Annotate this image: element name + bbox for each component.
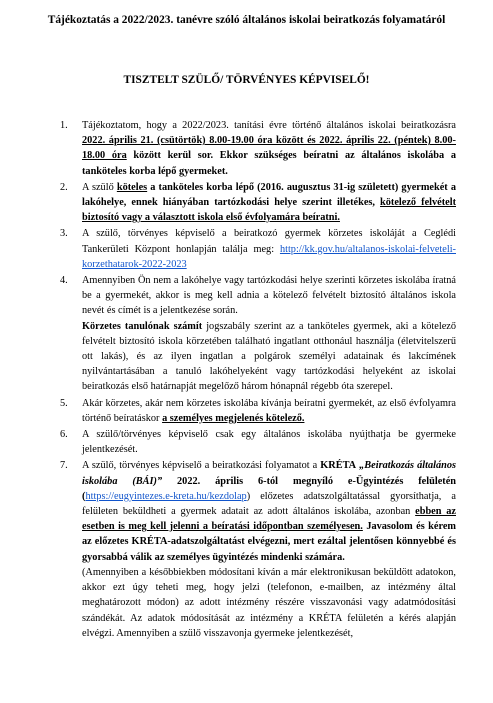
item-number: 2.	[60, 181, 68, 193]
enrollment-dates: 2022. április 21. (csütörtök) 8.00-19.00 óra között és 2022. április 22. (péntek) 8.00-18.00 óra	[82, 135, 456, 162]
greeting-heading: TISZTELT SZÜLŐ/ TÖRVÉNYES KÉPVISELŐ!	[123, 74, 370, 86]
item-number: 1.	[60, 120, 68, 131]
item-text-bold: a tanköteles korba lépő (2016. augusztus 31-ig született) gyermekét a lakóhelye, ennek hiányában tartózkodási helye szerint illetékes,	[82, 181, 456, 209]
document-title: Tájékoztatás a 2022/2023. tanévre szóló általános iskolai beiratkozás folyamatáról	[47, 14, 446, 26]
item-text-emphasis: köteles	[116, 181, 148, 193]
item-text: A szülő, törvényes képviselő a beiratkozási folyamatot a	[82, 460, 321, 472]
item-number: 5.	[60, 397, 68, 409]
item-paragraph	[82, 319, 456, 395]
eugyintezes-link[interactable]: https://eugyintezes.e-kreta.hu/kezdolap	[85, 490, 247, 502]
item-text: A szülő, törvényes képviselő a beiratkozó gyermek körzetes iskoláját a Ceglédi Tankerületi Központ honlapján találja meg:	[82, 228, 456, 255]
info-list	[0, 118, 493, 642]
list-item	[0, 458, 493, 640]
item-text-bold: KRÉTA	[320, 460, 357, 472]
list-item	[0, 118, 493, 179]
item-number: 7.	[60, 460, 68, 472]
item-paragraph: Amennyiben Ön nem a lakóhelye vagy tartózkodási helye szerinti körzetes iskolába íratná be a gyermekét, akkor is meg kell adnia a kötelező felvételt biztosító általános iskola nevét és címét is a jelentkezése során.	[82, 275, 456, 317]
item-paragraph: (Amennyiben a későbbiekben módosítani kíván a már elektronikusan beküldött adatokon, akkor ezt úgy teheti meg, hogy jelzi (telefonon, e-mailben, az intézmény által meghatározott módon) az adott intézmény részére visszavonási vagy adatmódosítási szándékát. Az adatok módosítását az intézmény a KRÉTA felületén a kérés alapján elvégzi. Amennyiben a szülő visszavonja gyermeke jelentkezését,	[82, 566, 456, 639]
item-number: 6.	[60, 429, 68, 441]
item-text: Akár körzetes, akár nem körzetes iskolába kívánja beíratni gyermekét, az első évfolyamra történő beíratáskor	[82, 397, 456, 424]
list-item	[0, 226, 493, 272]
item-text-emphasis: a személyes megjelenés kötelező.	[162, 412, 305, 424]
list-item	[0, 180, 493, 226]
district-boundaries-link[interactable]: http://kk.gov.hu/altalanos-iskolai-felveteli-korzethatarok-2022-2023	[82, 243, 456, 270]
item-number: 4.	[60, 275, 68, 287]
list-item	[0, 273, 493, 395]
list-item	[0, 396, 493, 426]
item-text: A szülő/törvényes képviselő csak egy általános iskolába nyújthatja be gyermeke jelentkezését.	[82, 429, 456, 456]
list-item	[0, 427, 493, 457]
item-text: jogszabály szerint az a tanköteles gyermek, aki a kötelező felvételt biztosító iskola körzetében található ingatlant otthonául használja (életvitelszerű ott lakás), és az ilyen ingatlan a polgárok személyi adatainak és lakcímének nyilvántartásában a tanuló lakóhelyeként vagy tartózkodási helyeként az iskolai beiratkozás első határnapját megelőző három hónapnál régebb óta szerepel.	[82, 320, 456, 393]
item-text: Tájékoztatom, hogy a 2022/2023. tanítási évre történő általános iskolai beiratkozásra	[82, 120, 456, 131]
item-text: A szülő	[82, 181, 117, 193]
item-text-bold: 2022. április 6-tól megnyíló e-Ügyintézés felületén (	[82, 475, 456, 502]
item-paragraph	[82, 458, 456, 564]
item-text-bold: között kerül sor. Ekkor szükséges beíratni az általános iskolába a tanköteles korba lépő gyermeket.	[82, 150, 456, 177]
item-number: 3.	[60, 228, 68, 240]
item-text-bold: Javasolom és kérem az előzetes KRÉTA-adatszolgáltatást elvégezni, mert ezáltal jelentősen könnyebbé és gyorsabbá válik az személyes ügyintézés mindenki számára.	[82, 521, 457, 563]
item-text-emphasis: kötelező felvételt biztosító vagy a választott iskola első évfolyamára beíratni.	[82, 197, 457, 224]
item-text-italic: „Beiratkozás általános iskolába (BÁI)”	[82, 460, 456, 487]
item-text-emphasis: ebben az esetben is meg kell jelenni a beíratási időpontban személyesen.	[82, 506, 456, 533]
item-text: ) előzetes adatszolgáltatással gyorsíthatja, a felületen beküldheti a gyermek adatait az adott általános iskolába, azonban	[82, 490, 456, 518]
item-text-bold: Körzetes tanulónak számít	[82, 320, 203, 332]
